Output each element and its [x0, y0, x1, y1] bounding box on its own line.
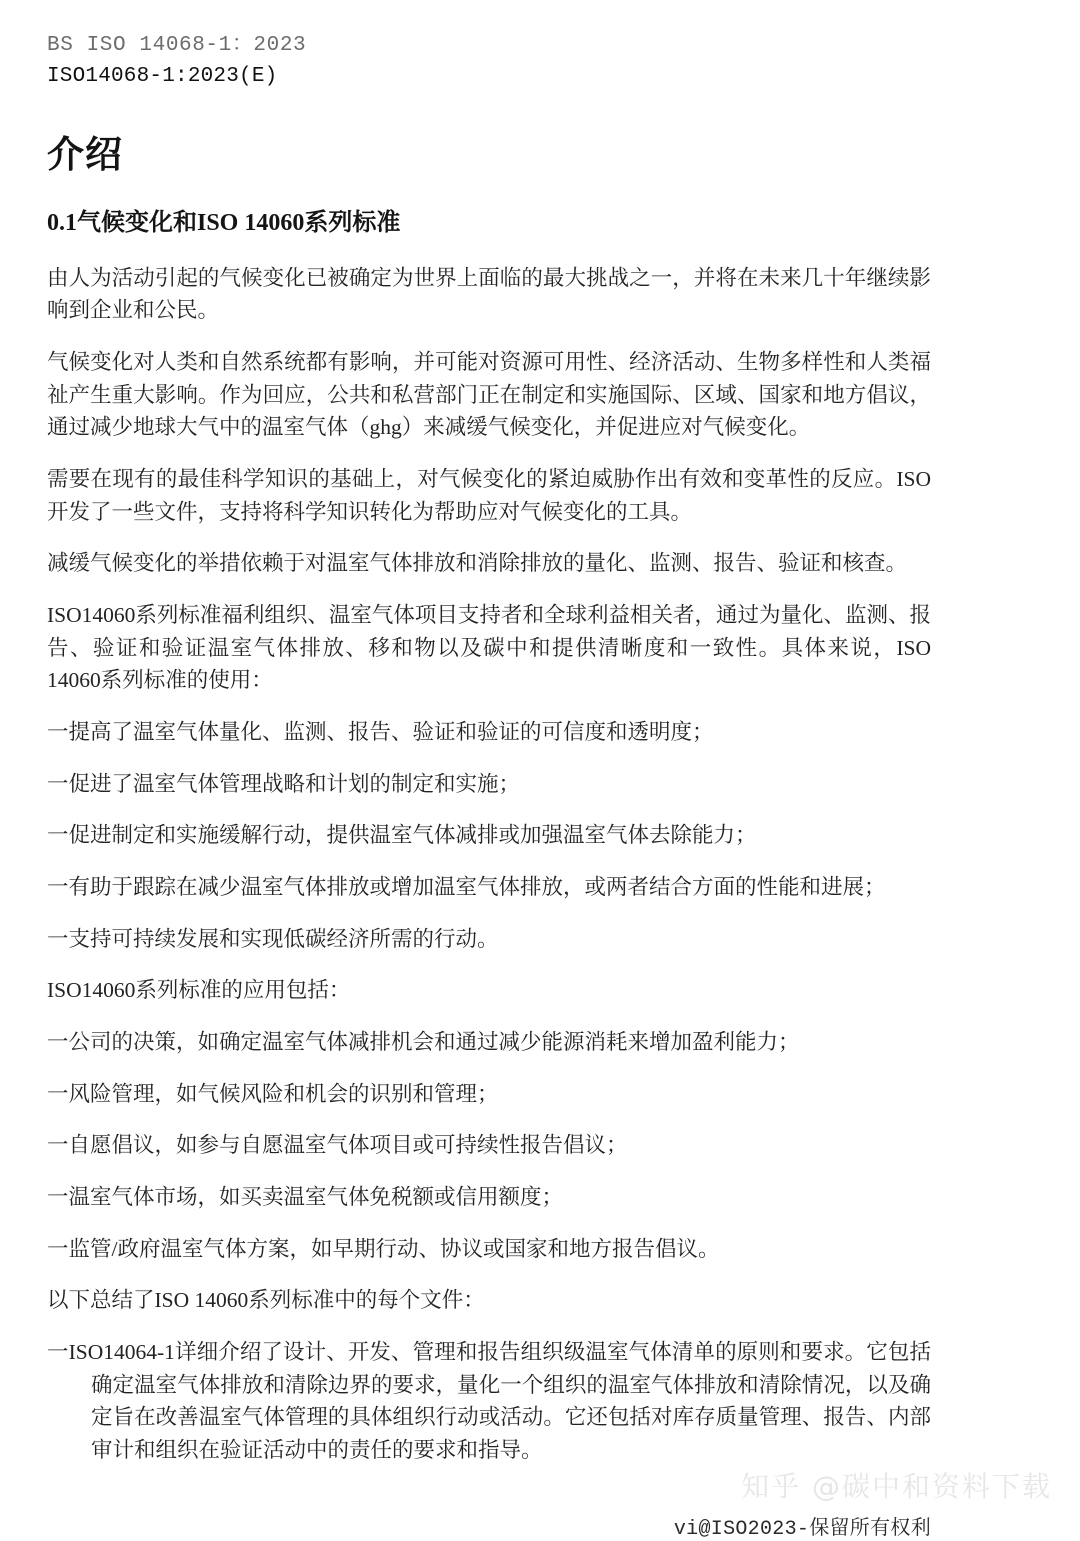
paragraph-2: 气候变化对人类和自然系统都有影响，并可能对资源可用性、经济活动、生物多样性和人类福祉产生重大影响。作为回应，公共和私营部门正在制定和实施国际、区域、国家和地方倡议，通过减少地球大气中的温室气体（ghg）来减缓气候变化，并促进应对气候变化。 — [47, 349, 931, 440]
list-item: 一支持可持续发展和实现低碳经济所需的行动。 — [47, 926, 499, 951]
document-body — [47, 134, 937, 1541]
header-iso-reference: ISO14068-1:2023(E) — [47, 64, 278, 88]
list-item: 一风险管理，如气候风险和机会的识别和管理； — [47, 1081, 499, 1106]
list-item: 一监管/政府温室气体方案，如早期行动、协议或国家和地方报告倡议。 — [47, 1236, 720, 1261]
page-title: 介绍 — [47, 135, 123, 176]
list-item: 一自愿倡议，如参与自愿温室气体项目或可持续性报告倡议； — [47, 1133, 628, 1158]
header-standard-reference: BS ISO 14068-1：2023 — [47, 34, 307, 57]
list-item: 一提高了温室气体量化、监测、报告、验证和验证的可信度和透明度； — [47, 719, 714, 744]
list-item: 一促进制定和实施缓解行动，提供温室气体减排或加强温室气体去除能力； — [47, 823, 757, 848]
paragraph-4: 减缓气候变化的举措依赖于对温室气体排放和消除排放的量化、监测、报告、验证和核查。 — [47, 551, 908, 576]
list-item: 一ISO14064-1详细介绍了设计、开发、管理和报告组织级温室气体清单的原则和要求。它包括确定温室气体排放和清除边界的要求，量化一个组织的温室气体排放和清除情况，以及确定旨在改善温室气体管理的具体组织行动或活动。它还包括对库存质量管理、报告、内部审计和组织在验证活动中的责任的要求和指导。 — [47, 1340, 931, 1463]
watermark: 知乎 @碳中和资料下载 — [741, 1470, 1052, 1503]
list-item: 一温室气体市场，如买卖温室气体免税额或信用额度； — [47, 1185, 564, 1210]
list-item: 一公司的决策，如确定温室气体减排机会和通过减少能源消耗来增加盈利能力； — [47, 1030, 800, 1054]
list-item: 一促进了温室气体管理战略和计划的制定和实施； — [47, 771, 521, 796]
paragraph-7: 以下总结了ISO 14060系列标准中的每个文件： — [47, 1288, 485, 1313]
copyright-note: vi@ISO2023-保留所有权利 — [673, 1517, 931, 1541]
running-header — [47, 32, 306, 92]
paragraph-5: ISO14060系列标准福利组织、温室气体项目支持者和全球利益相关者，通过为量化、监测、报告、验证和验证温室气体排放、移和物以及碳中和提供清晰度和一致性。具体来说，ISO 14060系列标准的使用： — [47, 602, 937, 693]
paragraph-6: ISO14060系列标准的应用包括： — [47, 978, 351, 1003]
list-item: 一有助于跟踪在减少温室气体排放或增加温室气体排放，或两者结合方面的性能和进展； — [47, 874, 886, 899]
paragraph-3: 需要在现有的最佳科学知识的基础上，对气候变化的紧迫威胁作出有效和变革性的反应。ISO开发了一些文件，支持将科学知识转化为帮助应对气候变化的工具。 — [47, 466, 931, 524]
paragraph-1: 由人为活动引起的气候变化已被确定为世界上面临的最大挑战之一，并将在未来几十年继续影响到企业和公民。 — [47, 265, 931, 323]
section-heading-0-1: 0.1气候变化和ISO 14060系列标准 — [47, 210, 401, 237]
